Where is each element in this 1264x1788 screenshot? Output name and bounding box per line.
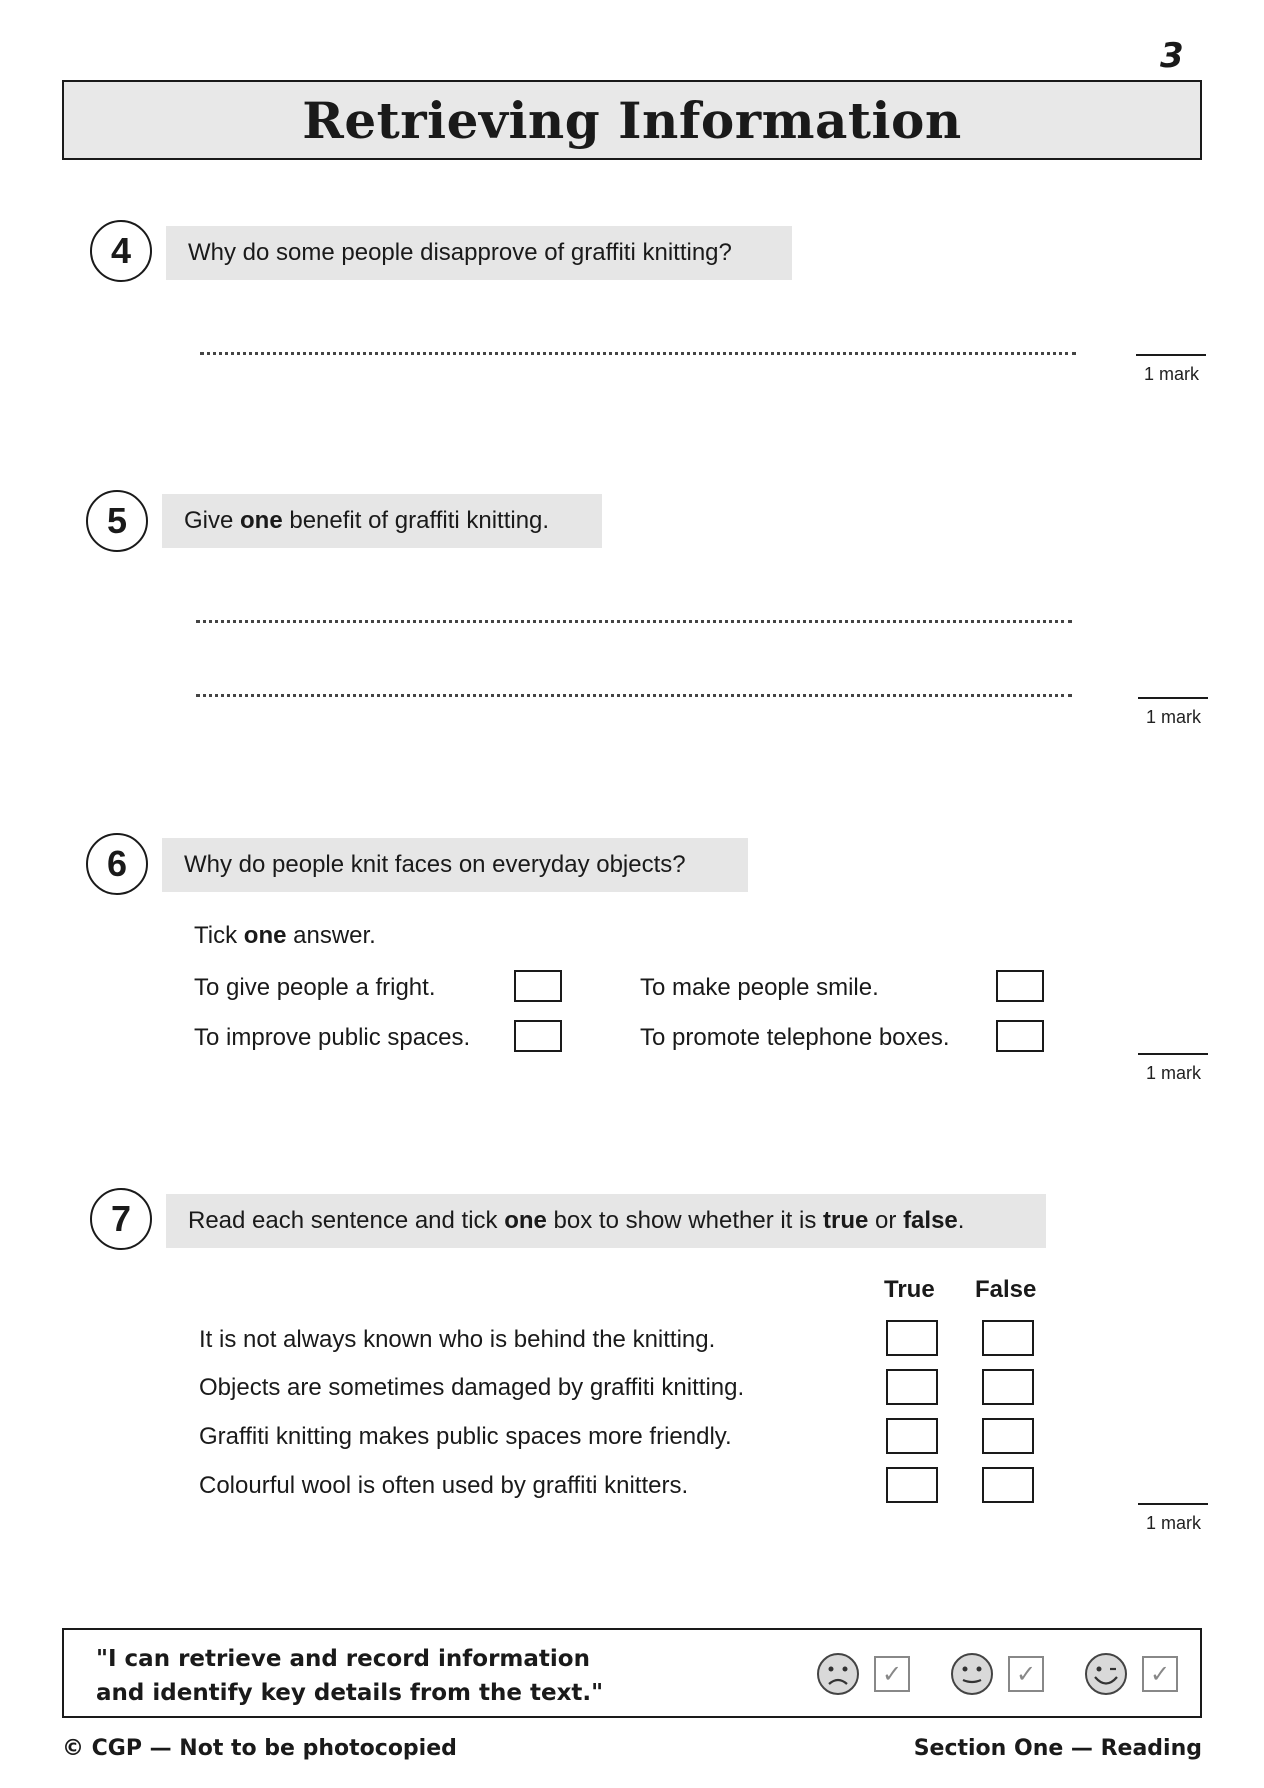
mark-label: 1 mark (1146, 707, 1202, 727)
option-label: To give people a fright. (194, 974, 436, 1001)
q7-part: box to show whether it is (546, 1207, 824, 1234)
tick-box[interactable]: ✓ (1142, 1656, 1178, 1692)
question-4-number: 4 (90, 220, 152, 282)
answer-line[interactable] (200, 352, 1076, 355)
option-label: To promote telephone boxes. (640, 1024, 950, 1051)
statement-line-2: and identify key details from the text." (96, 1680, 604, 1706)
tick-box[interactable]: ✓ (874, 1656, 910, 1692)
question-7-number: 7 (90, 1188, 152, 1250)
statement-line-1: "I can retrieve and record information (96, 1646, 590, 1672)
q7-part: Read each sentence and tick (188, 1207, 505, 1234)
column-header-true: True (884, 1276, 935, 1303)
happy-face-icon (1084, 1652, 1128, 1701)
sad-face-icon (816, 1652, 860, 1701)
true-tickbox[interactable] (886, 1467, 938, 1503)
question-6-number: 6 (86, 833, 148, 895)
instruction-bold: one (243, 922, 287, 949)
mark-label: 1 mark (1146, 1513, 1202, 1533)
statement: It is not always known who is behind the knitting. (199, 1326, 716, 1353)
page-title: Retrieving Information (302, 90, 962, 150)
copyright-notice: © CGP — Not to be photocopied (62, 1736, 457, 1761)
option-tickbox[interactable] (996, 970, 1044, 1002)
false-tickbox[interactable] (982, 1320, 1034, 1356)
column-header-false: False (975, 1276, 1037, 1303)
true-tickbox[interactable] (886, 1418, 938, 1454)
question-5-text-pre: Give (184, 507, 241, 534)
mark-label: 1 mark (1146, 1063, 1202, 1083)
statement: Colourful wool is often used by graffiti knitters. (199, 1472, 689, 1499)
mark-line (1136, 354, 1206, 356)
mark-label: 1 mark (1144, 364, 1200, 384)
statement: Objects are sometimes damaged by graffiti knitting. (199, 1374, 745, 1401)
option-label: To improve public spaces. (194, 1024, 471, 1051)
title-banner (62, 80, 1202, 160)
option-tickbox[interactable] (996, 1020, 1044, 1052)
mark-line (1138, 1503, 1208, 1505)
true-tickbox[interactable] (886, 1369, 938, 1405)
self-assessment-box (62, 1628, 1202, 1718)
question-5-number: 5 (86, 490, 148, 552)
q7-part-bold: false (903, 1207, 958, 1234)
option-tickbox[interactable] (514, 1020, 562, 1052)
question-5-prompt (162, 494, 602, 548)
question-4-prompt (166, 226, 792, 280)
question-6-prompt (162, 838, 748, 892)
false-tickbox[interactable] (982, 1467, 1034, 1503)
q7-part: or (868, 1207, 904, 1234)
false-tickbox[interactable] (982, 1418, 1034, 1454)
true-tickbox[interactable] (886, 1320, 938, 1356)
q7-part-bold: true (823, 1207, 869, 1234)
section-label: Section One — Reading (913, 1736, 1202, 1761)
q7-part: . (957, 1207, 965, 1234)
question-4-text: Why do some people disapprove of graffiti knitting? (188, 239, 732, 266)
question-6-text: Why do people knit faces on everyday objects? (184, 851, 686, 878)
instruction-pre: Tick (194, 922, 244, 949)
question-5-text-bold: one (240, 507, 283, 534)
answer-line[interactable] (196, 620, 1072, 623)
mark-line (1138, 1053, 1208, 1055)
option-tickbox[interactable] (514, 970, 562, 1002)
instruction-post: answer. (286, 922, 376, 949)
false-tickbox[interactable] (982, 1369, 1034, 1405)
question-5-text-post: benefit of graffiti knitting. (282, 507, 550, 534)
question-7-prompt (166, 1194, 1046, 1248)
question-6-instruction (194, 922, 376, 950)
q7-part-bold: one (504, 1207, 547, 1234)
statement: Graffiti knitting makes public spaces more friendly. (199, 1423, 732, 1450)
neutral-face-icon (950, 1652, 994, 1701)
self-assessment-statement (96, 1642, 603, 1710)
option-label: To make people smile. (640, 974, 879, 1001)
answer-line[interactable] (196, 694, 1072, 697)
mark-line (1138, 697, 1208, 699)
tick-box[interactable]: ✓ (1008, 1656, 1044, 1692)
page-number: 3 (1160, 36, 1184, 76)
